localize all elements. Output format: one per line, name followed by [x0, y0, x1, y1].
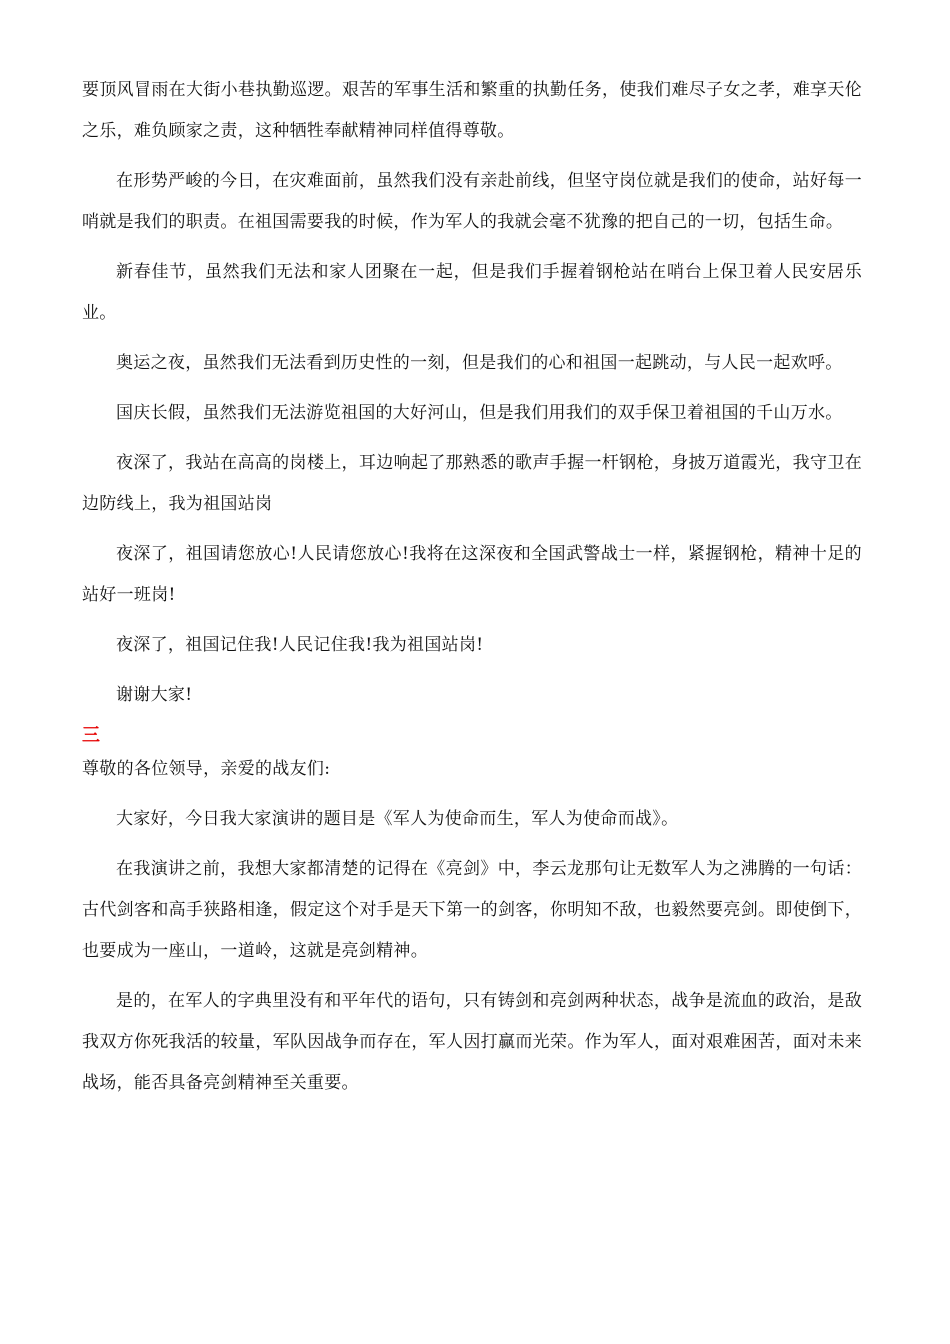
paragraph: 夜深了，祖国记住我!人民记住我!我为祖国站岗!	[116, 635, 484, 655]
paragraph: 国庆长假，虽然我们无法游览祖国的大好河山，但是我们用我们的双手保卫着祖国的千山万水。	[116, 403, 843, 423]
paragraph: 谢谢大家!	[116, 685, 193, 705]
paragraph: 是的，在军人的字典里没有和平年代的语句，只有铸剑和亮剑两种状态，战争是流血的政治，是敌我双方你死我活的较量，军队因战争而存在，军人因打赢而光荣。作为军人，面对艰难困苦，面对未来战场，能否具备亮剑精神至关重要。	[82, 991, 862, 1093]
paragraph: 奥运之夜，虽然我们无法看到历史性的一刻，但是我们的心和祖国一起跳动，与人民一起欢呼。	[116, 353, 843, 373]
paragraph: 在我演讲之前，我想大家都清楚的记得在《亮剑》中，李云龙那句让无数军人为之沸腾的一句话：古代剑客和高手狭路相逢，假定这个对手是天下第一的剑客，你明知不敌，也毅然要亮剑。即使倒下，也要成为一座山，一道岭，这就是亮剑精神。	[82, 859, 862, 961]
paragraph: 在形势严峻的今日，在灾难面前，虽然我们没有亲赴前线，但坚守岗位就是我们的使命，站好每一哨就是我们的职责。在祖国需要我的时候，作为军人的我就会毫不犹豫的把自己的一切，包括生命。	[82, 171, 862, 232]
section-number-heading: 三	[82, 725, 100, 746]
speech-part-two-tail	[82, 70, 862, 716]
paragraph: 夜深了，我站在高高的岗楼上，耳边响起了那熟悉的歌声手握一杆钢枪，身披万道霞光，我守卫在边防线上，我为祖国站岗	[82, 453, 862, 514]
paragraph: 夜深了，祖国请您放心!人民请您放心!我将在这深夜和全国武警战士一样，紧握钢枪，精神十足的站好一班岗!	[82, 544, 862, 605]
paragraph: 新春佳节，虽然我们无法和家人团聚在一起，但是我们手握着钢枪站在哨台上保卫着人民安居乐业。	[82, 262, 862, 323]
speech-part-three	[82, 749, 862, 1104]
paragraph: 要顶风冒雨在大街小巷执勤巡逻。艰苦的军事生活和繁重的执勤任务，使我们难尽子女之孝，难享天伦之乐，难负顾家之责，这种牺牲奉献精神同样值得尊敬。	[82, 80, 862, 141]
salutation: 尊敬的各位领导，亲爱的战友们:	[82, 759, 331, 779]
paragraph: 大家好，今日我大家演讲的题目是《军人为使命而生，军人为使命而战》。	[116, 809, 679, 829]
document-page	[82, 70, 862, 1113]
